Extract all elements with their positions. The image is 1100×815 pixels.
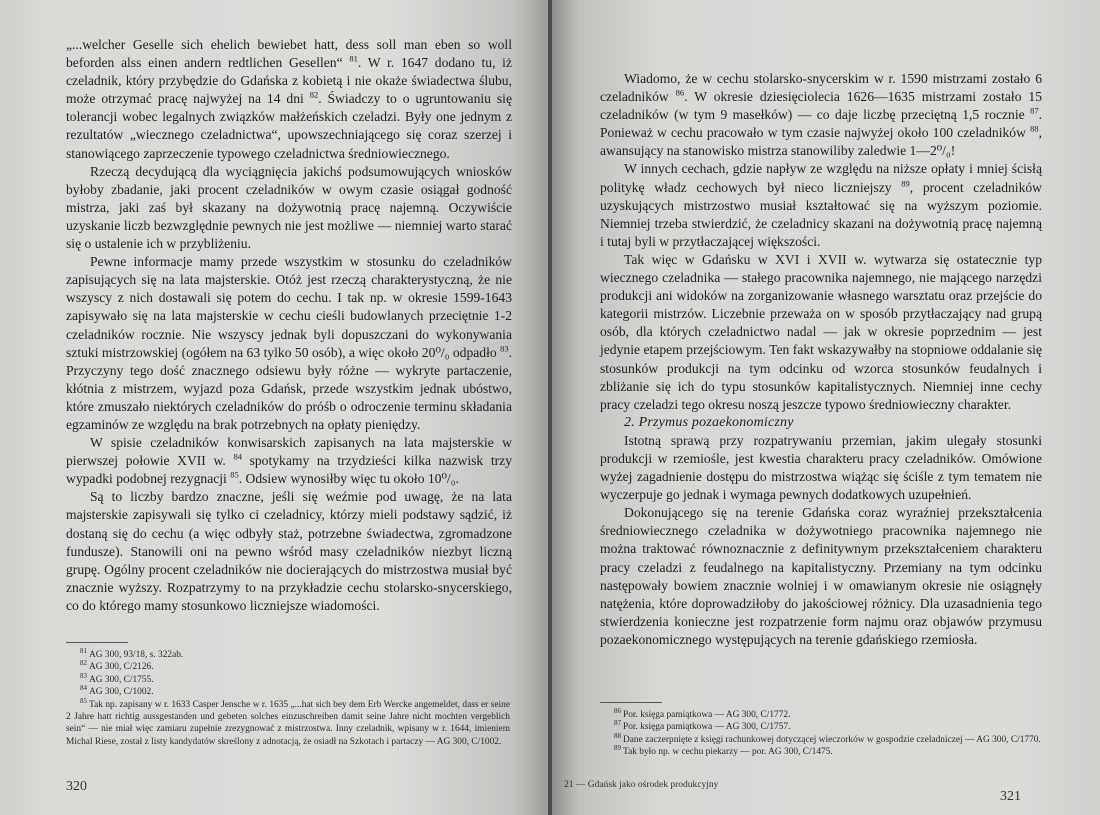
footnote-rule xyxy=(600,702,662,703)
footnote xyxy=(66,686,510,698)
paragraph-text: W innych cechach, gdzie napływ ze względu na niższe opłaty i mniej ścisłą politykę władz cechowych był nieco liczniejszy xyxy=(600,161,1042,195)
right-paragraphs-after xyxy=(600,432,1042,649)
footnote xyxy=(66,671,510,686)
footnote-text: AG 300, C/1755. xyxy=(89,674,154,685)
paragraph-text: Są to liczby bardzo znaczne, jeśli się weźmie pod uwagę, że na lata majsterskie zapisywali się tylko ci czeladnicy, którzy mieli podstawy sądzić, iż dostaną się do cechu (a więc odbyły staż, potrzebne świadectwa, zgromadzone fundusze). Stanowili oni na pewno wśród masy czeladników niezbyt liczną grupę. Ogólny procent czeladników nie docierających do mistrzostwa musiał być znacznie wyższy. Rozpatrzymy to na przykładzie cechu stolarsko-snycerskiego, co do którego mamy stosunkowo liczniejsze wiadomości. xyxy=(66,489,512,613)
paragraph-text: . Świadczy to o ugruntowaniu się tolerancji wobec legalnych związków małżeńskich czeladzi. Były one jednym z rezultatów „wiecznego czeladnictwa“, upowszechniającego się coraz szerzej i stanowiącego zaprzeczenie typowego czeladnictwa średniowiecznego. xyxy=(66,91,512,161)
footnote xyxy=(66,661,510,673)
footnote-number: 84 xyxy=(80,684,87,693)
left-body-text xyxy=(66,36,512,615)
paragraph-text: , procent czeladników uzyskujących mistrzostwo musiał kształtować się na wyższym poziomie. Niemniej trzeba stwierdzić, że czeladnicy skazani na dożywotnią pracę najemną i tutaj byli w przytłaczającej większości. xyxy=(600,179,1042,249)
paragraph-text: Pewne informacje mamy przede wszystkim w stosunku do czeladników zapisujących się na lata majsterskie. Otóż jest rzeczą charakterystyczną, że nie wszyscy z nich dostawali się potem do cechu. I tak np. w okresie 1599-1643 zapisywało się na lata majsterskie w cechu cieśli budowlanych przeciętnie 1-2 czeladników rocznie. Nie wszyscy jednak byli dopuszczani do wykonywania sztuki mistrzowskiej (ogółem na 63 tylko 50 osób), a więc około 20⁰/₀ odpadło xyxy=(66,254,512,360)
left-footnote-list xyxy=(66,646,510,748)
footnote xyxy=(66,646,510,661)
footnote-reference: 84 xyxy=(233,451,242,462)
footnote-number: 86 xyxy=(614,706,621,715)
running-footer: 21 — Gdańsk jako ośrodek produkcyjny xyxy=(564,780,719,790)
right-body-text xyxy=(600,70,1042,649)
footnote xyxy=(600,731,1042,746)
body-paragraph xyxy=(66,434,512,488)
paragraph-text: Istotną sprawą przy rozpatrywaniu przemian, jakim ulegały stosunki produkcji w rzemiośle, jest kwestia charakteru pracy czeladników. Omówione wyżej zagadnienie dostępu do mistrzostwa wiążąc się ściśle z tym tematem nie wyczerpuje go jednak i wymaga pewnych dodatkowych uzupełnień. xyxy=(600,432,1042,503)
footnote-number: 83 xyxy=(80,671,87,680)
footnote-rule xyxy=(66,642,128,643)
footnote-reference: 81 xyxy=(349,53,358,64)
footnote-number: 89 xyxy=(614,744,621,753)
paragraph-text: Dokonującego się na terenie Gdańska coraz wyraźniej przekształcenia średniowiecznego czeladnika w dożywotniego pracownika najemnego nie można traktować równoznacznie z definitywnym przekształceniem charakteru pracy czeladzi z feudalnego na kapitalistyczny. Przemiany na tym odcinku następowały bowiem znacznie wolniej i w omawianym okresie nie osiągnęły natężenia, które doprowadziłoby do jakościowej różnicy. Dla uzasadnienia tego stwierdzenia konieczne jest rozpatrzenie form najmu oraz objawów przymusu pozaekonomicznego występujących na terenie gdańskiego rzemiosła. xyxy=(600,505,1042,647)
footnote-number: 87 xyxy=(614,719,621,728)
body-paragraph xyxy=(66,488,512,615)
paragraph-text: spotykamy na trzydzieści kilka nazwisk trzy wypadki podobnej rezygnacji xyxy=(66,453,512,487)
right-paragraphs-before xyxy=(600,70,1042,414)
footnote-text: AG 300, C/2126. xyxy=(89,662,154,673)
footnote-reference: 88 xyxy=(1030,123,1039,134)
section-title: 2. Przymus pozaekonomiczny xyxy=(624,414,794,430)
body-paragraph xyxy=(600,504,1042,649)
left-page-number: 320 xyxy=(66,779,87,794)
footnote-text: Tak było np. w cechu piekarzy — por. AG 300, C/1475. xyxy=(623,747,833,758)
left-footnotes xyxy=(66,642,510,748)
paragraph-text: . Przyczyny tego dość znacznego odsiewu były różne — wykryte partaczenie, kłótnia z mistrzem, wyjazd poza Gdańsk, przede wszystkim jednak ubóstwo, które zmuszało niektórych czeladników do próśb o odroczenie terminu składania egzaminów ze względu na brak potrzebnych na opłaty pieniędzy. xyxy=(66,344,512,432)
footnote-text: AG 300, C/1002. xyxy=(89,687,154,698)
body-paragraph xyxy=(600,432,1042,504)
footnote-reference: 82 xyxy=(309,89,319,100)
footnote-number: 82 xyxy=(80,659,87,668)
footnote-number: 81 xyxy=(80,646,87,655)
footnote-text: Tak np. zapisany w r. 1633 Casper Jensche w r. 1635 „...hat sich bey dem Erb Wercke angemeldet, dass er seine 2 Jahre hatt richtig aussgestanden und gebeten solches einzuschreiben damit seine Jahre nicht mochten vergeblich sein“ — nie miał więc zamiaru zupełnie zrezygnować z mistrzostwa. Inny czeladnik, wpisany w r. 1644, imieniem Michal Riese, został z listy kandydatów skreślony z adnotacją, że osiadł na Szkotach i partaczy — AG 300, C/1002. xyxy=(66,699,510,747)
right-page-number: 321 xyxy=(1000,789,1021,804)
footnote xyxy=(600,721,1042,733)
body-paragraph xyxy=(600,160,1042,250)
paragraph-text: . W r. 1647 dodano tu, iż czeladnik, który przybędzie do Gdańska z kobietą i nie okaże świadectwa ślubu, może otrzymać pracę najwyżej na 14 dni xyxy=(66,55,512,107)
footnote xyxy=(600,746,1042,758)
footnote-reference: 87 xyxy=(1030,105,1039,116)
right-page xyxy=(552,0,1100,815)
paragraph-text: „...welcher Geselle sich ehelich bewiebet hatt, dess soll man eben so woll beforden alss einen andern redtlichen Gesellen“ xyxy=(66,37,512,71)
footnote-reference: 89 xyxy=(901,178,910,189)
paragraph-text: , awansujący na stanowisko mistrza stanowiliby zaledwie 1—2⁰/₀! xyxy=(600,125,1042,159)
body-paragraph xyxy=(66,163,512,253)
paragraph-text: Rzeczą decydującą dla wyciągnięcia jakichś podsumowujących wniosków byłoby zbadanie, jaki procent czeladników w owym czasie osiągał godność mistrza, jaki zaś był skazany na dożywotnią pracę najemną. Oczywiście uzyskanie liczb bezwzględnie pewnych nie jest możliwe — niemniej warto starać się o ustalenie ich w przybliżeniu. xyxy=(66,163,512,252)
footnote-reference: 85 xyxy=(230,469,239,480)
paragraph-text: . Ponieważ w cechu pracowało w tym czasie najwyżej około 100 czeladników xyxy=(600,107,1042,141)
paragraph-text: . Odsiew wynosiłby więc tu około 10⁰/₀. xyxy=(238,471,459,487)
paragraph-text: W spisie czeladników konwisarskich zapisanych na lata majsterskie w pierwszej połowie XVII w. xyxy=(66,435,512,469)
body-paragraph xyxy=(66,253,512,434)
right-footnote-list xyxy=(600,706,1042,759)
footnote-reference: 83 xyxy=(500,343,509,354)
footnote-text: Por. księga pamiątkowa — AG 300, C/1757. xyxy=(623,722,791,733)
right-footnotes xyxy=(600,702,1042,759)
paragraph-text: . W okresie dziesięciolecia 1626—1635 mistrzami zostało 15 czeladników (w tym 9 masełków) — co daje liczbę przeciętną 1,5 rocznie xyxy=(600,89,1043,123)
footnote xyxy=(66,696,510,749)
body-paragraph xyxy=(66,36,512,163)
paragraph-text: Tak więc w Gdańsku w XVI i XVII w. wytwarza się ostatecznie typ wiecznego czeladnika — stałego pracownika najemnego, nie mającego narzędzi produkcji ani widoków na zorganizowanie własnego warsztatu oraz przejście do kategorii mistrzów. Liczebnie przeważa on w sposób przytłaczający nad grupą osób, dla których czeladnictwo nadal — jak w okresie poprzednim — jest jedynie etapem przejściowym. Ten fakt wskazywałby na stopniowe oddalanie się stosunków produkcji na tym odcinku od wzorca stosunków feudalnych i zbliżanie się ich do typu stosunków kapitalistycznych. Niemniej inne cechy pracy czeladzi tego okresu noszą jeszcze typowo średniowieczny charakter. xyxy=(600,251,1042,412)
body-paragraph xyxy=(600,251,1042,414)
footnote-text: Por. księga pamiątkowa — AG 300, C/1772. xyxy=(623,710,791,720)
footnote-reference: 86 xyxy=(675,87,685,98)
footnote-text: AG 300, 93/18, s. 322ab. xyxy=(89,650,184,660)
footnote-number: 85 xyxy=(80,696,87,705)
footnote xyxy=(600,706,1042,721)
footnote-number: 88 xyxy=(614,731,621,740)
paragraph-text: Wiadomo, że w cechu stolarsko-snycerskim w r. 1590 mistrzami zostało 6 czeladników xyxy=(600,71,1042,105)
footnote-text: Dane zaczerpnięte z księgi rachunkowej dotyczącej wieczorków w gospodzie czeladniczej — AG 300, C/1770. xyxy=(623,734,1041,745)
body-paragraph xyxy=(600,70,1042,160)
